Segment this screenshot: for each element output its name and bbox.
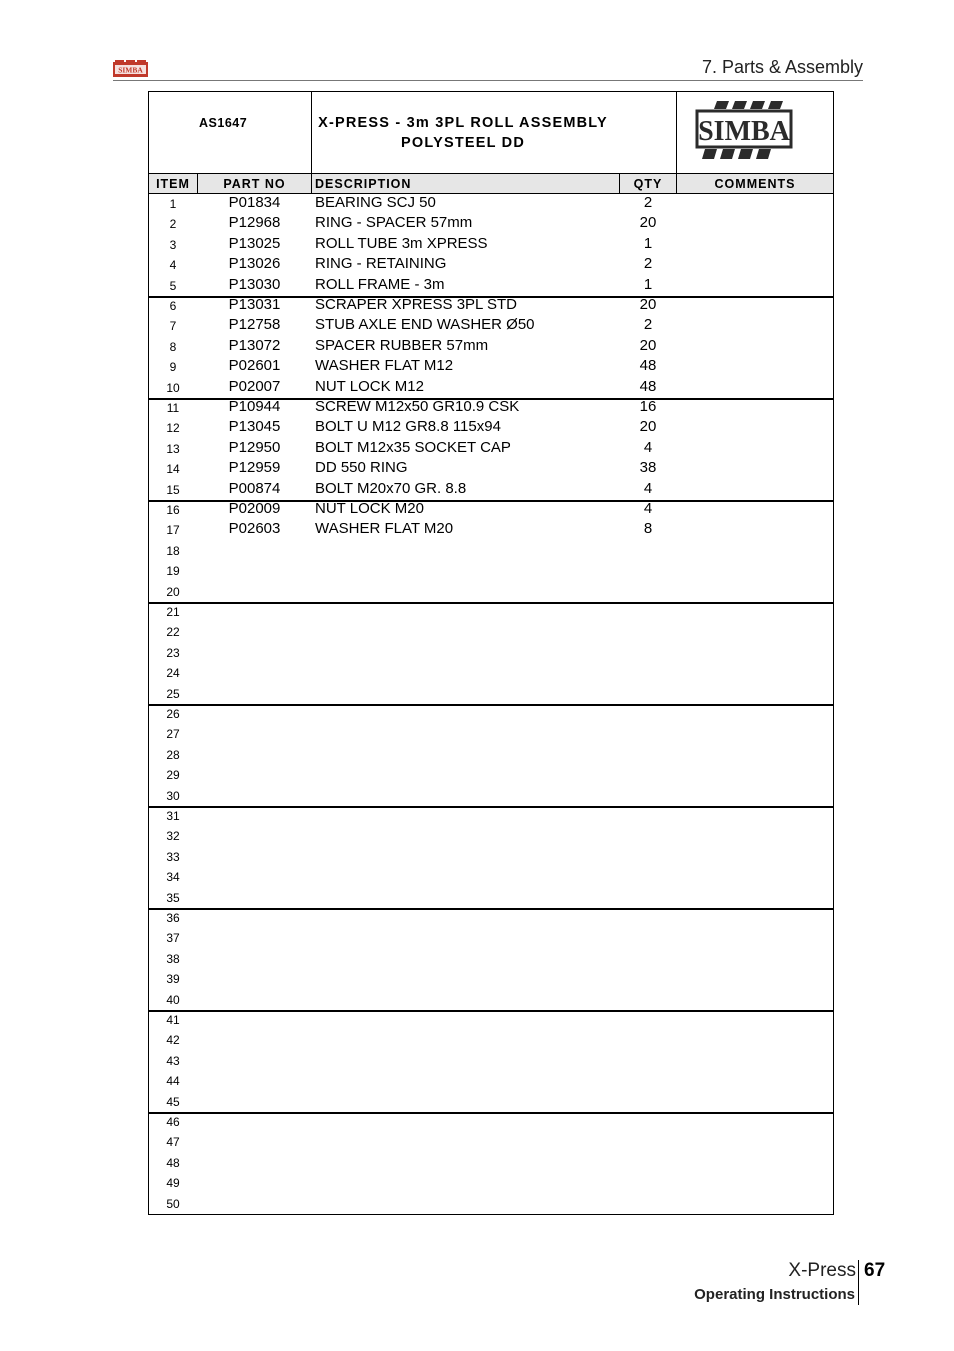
qty-cell: 48 — [639, 357, 657, 375]
qty-cell: 1 — [643, 234, 653, 252]
table-row — [149, 745, 833, 765]
item-cell: 23 — [166, 645, 180, 660]
item-cell: 10 — [166, 380, 180, 395]
title-block — [149, 92, 833, 173]
table-row — [149, 1194, 833, 1214]
footer-divider — [858, 1260, 859, 1305]
table-row — [149, 1173, 833, 1193]
part-no-cell: P12950 — [228, 438, 281, 456]
item-cell: 35 — [166, 890, 180, 905]
qty-cell: 20 — [639, 296, 657, 313]
item-cell: 39 — [166, 972, 180, 987]
item-cell: 33 — [166, 849, 180, 864]
item-cell: 19 — [166, 564, 180, 579]
table-row — [149, 1112, 833, 1132]
table-row — [149, 1153, 833, 1173]
item-cell: 2 — [169, 217, 177, 232]
column-header-item: ITEM — [149, 174, 197, 193]
simba-small-logo — [113, 60, 148, 78]
qty-cell: 4 — [643, 479, 653, 497]
item-cell: 42 — [166, 1033, 180, 1048]
item-cell: 45 — [166, 1094, 180, 1109]
table-row — [149, 418, 833, 438]
item-cell: 32 — [166, 829, 180, 844]
table-row — [149, 826, 833, 846]
table-row — [149, 582, 833, 602]
description-cell: BOLT M20x70 GR. 8.8 — [315, 479, 467, 497]
item-cell: 4 — [169, 258, 177, 273]
item-cell: 34 — [166, 870, 180, 885]
description-cell: SPACER RUBBER 57mm — [315, 336, 489, 354]
item-cell: 29 — [166, 768, 180, 783]
table-row — [149, 1092, 833, 1112]
table-row — [149, 704, 833, 724]
qty-cell: 20 — [639, 336, 657, 354]
assembly-title-line2: POLYSTEEL DD — [401, 135, 525, 151]
item-cell: 20 — [166, 584, 180, 599]
table-row — [149, 459, 833, 479]
column-header-description: DESCRIPTION — [312, 174, 619, 193]
item-cell: 17 — [166, 523, 180, 538]
description-cell: NUT LOCK M20 — [315, 500, 424, 517]
table-row — [149, 786, 833, 806]
part-no-cell: P00874 — [228, 479, 281, 497]
description-cell: ROLL TUBE 3m XPRESS — [315, 234, 488, 252]
item-cell: 3 — [169, 237, 177, 252]
table-row — [149, 398, 833, 418]
part-no-cell: P13072 — [228, 336, 281, 354]
item-cell: 6 — [169, 299, 177, 313]
table-row — [149, 867, 833, 887]
table-row — [149, 969, 833, 989]
table-row — [149, 663, 833, 683]
item-cell: 46 — [166, 1115, 180, 1129]
table-row — [149, 255, 833, 275]
qty-cell: 1 — [643, 275, 653, 293]
part-no-cell: P10944 — [228, 398, 281, 415]
title-divider-1 — [311, 92, 312, 173]
item-cell: 36 — [166, 911, 180, 925]
table-row — [149, 500, 833, 520]
assembly-number: AS1647 — [199, 116, 248, 130]
part-no-cell: P02007 — [228, 377, 281, 395]
table-row — [149, 622, 833, 642]
table-row — [149, 908, 833, 928]
table-row — [149, 439, 833, 459]
part-no-cell: P12968 — [228, 214, 281, 232]
part-no-cell: P13025 — [228, 234, 281, 252]
description-cell: DD 550 RING — [315, 459, 408, 477]
assembly-title — [312, 113, 614, 153]
description-cell: BOLT U M12 GR8.8 115x94 — [315, 418, 501, 436]
qty-cell: 2 — [643, 194, 653, 211]
part-no-cell: P02603 — [228, 520, 281, 538]
table-row — [149, 806, 833, 826]
part-no-cell: P02601 — [228, 357, 281, 375]
description-cell: NUT LOCK M12 — [315, 377, 424, 395]
item-cell: 50 — [166, 1196, 180, 1211]
qty-cell: 4 — [643, 438, 653, 456]
description-cell: BEARING SCJ 50 — [315, 194, 436, 211]
simba-brand-logo — [695, 99, 793, 163]
qty-cell: 2 — [643, 316, 653, 334]
item-cell: 9 — [169, 360, 177, 375]
item-cell: 8 — [169, 339, 177, 354]
qty-cell: 16 — [639, 398, 657, 415]
column-header-comments: COMMENTS — [677, 174, 833, 193]
footer-product-name: X-Press — [788, 1260, 856, 1281]
section-title: 7. Parts & Assembly — [701, 57, 863, 77]
item-cell: 43 — [166, 1053, 180, 1068]
item-cell: 22 — [166, 625, 180, 640]
table-row — [149, 724, 833, 744]
table-row — [149, 1030, 833, 1050]
description-cell: BOLT M12x35 SOCKET CAP — [315, 438, 511, 456]
description-cell: SCREW M12x50 GR10.9 CSK — [315, 398, 520, 415]
table-row — [149, 847, 833, 867]
item-cell: 37 — [166, 931, 180, 946]
table-row — [149, 316, 833, 336]
item-cell: 27 — [166, 727, 180, 742]
qty-cell: 4 — [643, 500, 653, 517]
item-cell: 49 — [166, 1176, 180, 1191]
qty-cell: 8 — [643, 520, 653, 538]
table-row — [149, 337, 833, 357]
description-cell: ROLL FRAME - 3m — [315, 275, 445, 293]
small-logo-text: SIMBA — [118, 65, 143, 75]
table-row — [149, 888, 833, 908]
item-cell: 40 — [166, 992, 180, 1007]
table-row — [149, 765, 833, 785]
item-cell: 16 — [166, 503, 180, 517]
item-cell: 15 — [166, 482, 180, 497]
header-divider — [113, 80, 863, 81]
item-cell: 18 — [166, 543, 180, 558]
table-row — [149, 643, 833, 663]
table-row — [149, 541, 833, 561]
item-cell: 38 — [166, 951, 180, 966]
description-cell: RING - SPACER 57mm — [315, 214, 473, 232]
description-cell: WASHER FLAT M20 — [315, 520, 454, 538]
table-row — [149, 357, 833, 377]
item-cell: 11 — [166, 401, 180, 415]
item-cell: 41 — [166, 1013, 180, 1027]
item-cell: 1 — [169, 197, 177, 211]
item-cell: 30 — [166, 788, 180, 803]
table-row — [149, 480, 833, 500]
item-cell: 24 — [166, 666, 180, 681]
table-row — [149, 1071, 833, 1091]
table-row — [149, 684, 833, 704]
table-row — [149, 235, 833, 255]
table-row — [149, 949, 833, 969]
table-row — [149, 276, 833, 296]
table-row — [149, 378, 833, 398]
description-cell: RING - RETAINING — [315, 255, 447, 273]
table-row — [149, 1010, 833, 1030]
page-number: 67 — [864, 1260, 886, 1281]
part-no-cell: P13045 — [228, 418, 281, 436]
part-no-cell: P13026 — [228, 255, 281, 273]
brand-logo-text: SIMBA — [698, 116, 790, 147]
parts-list-sheet — [148, 91, 834, 1215]
qty-cell: 2 — [643, 255, 653, 273]
table-row — [149, 928, 833, 948]
item-cell: 47 — [166, 1135, 180, 1150]
part-no-cell: P13031 — [228, 296, 281, 313]
table-row — [149, 194, 833, 214]
qty-cell: 20 — [639, 214, 657, 232]
qty-cell: 48 — [639, 377, 657, 395]
item-cell: 12 — [166, 421, 180, 436]
description-cell: WASHER FLAT M12 — [315, 357, 454, 375]
table-row — [149, 214, 833, 234]
part-no-cell: P13030 — [228, 275, 281, 293]
qty-cell: 38 — [639, 459, 657, 477]
column-header-part-no: PART NO — [198, 174, 311, 193]
item-cell: 25 — [166, 686, 180, 701]
item-cell: 5 — [169, 278, 177, 293]
table-row — [149, 990, 833, 1010]
title-divider-2 — [676, 92, 677, 173]
item-cell: 26 — [166, 707, 180, 721]
part-no-cell: P12758 — [228, 316, 281, 334]
item-cell: 44 — [166, 1074, 180, 1089]
part-no-cell: P01834 — [228, 194, 281, 211]
table-row — [149, 296, 833, 316]
table-row — [149, 1132, 833, 1152]
footer-subtitle: Operating Instructions — [694, 1286, 855, 1303]
part-no-cell: P02009 — [228, 500, 281, 517]
part-no-cell: P12959 — [228, 459, 281, 477]
table-row — [149, 1051, 833, 1071]
table-row — [149, 602, 833, 622]
item-cell: 13 — [166, 441, 180, 456]
assembly-title-line1: X-PRESS - 3m 3PL ROLL ASSEMBLY — [318, 115, 608, 131]
table-row — [149, 520, 833, 540]
item-cell: 14 — [166, 462, 180, 477]
column-header-qty: QTY — [620, 174, 676, 193]
item-cell: 31 — [166, 809, 180, 823]
description-cell: STUB AXLE END WASHER Ø50 — [315, 316, 535, 334]
item-cell: 28 — [166, 747, 180, 762]
qty-cell: 20 — [639, 418, 657, 436]
item-cell: 48 — [166, 1155, 180, 1170]
item-cell: 7 — [169, 319, 177, 334]
table-row — [149, 561, 833, 581]
item-cell: 21 — [166, 605, 180, 619]
description-cell: SCRAPER XPRESS 3PL STD — [315, 296, 518, 313]
